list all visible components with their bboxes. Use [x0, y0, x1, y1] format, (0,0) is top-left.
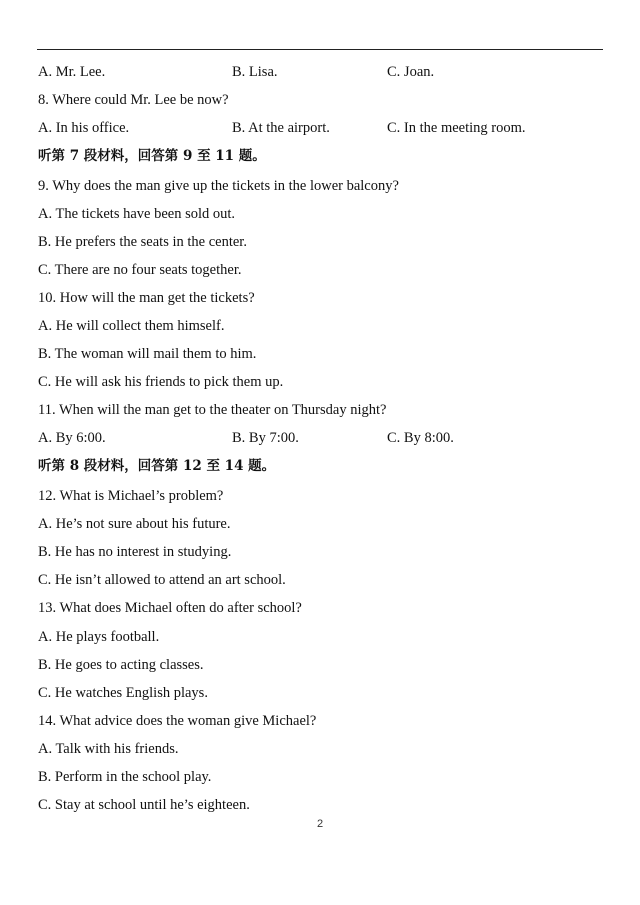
q10-option-c: C. He will ask his friends to pick them up. [38, 374, 284, 390]
page-number: 2 [316, 818, 324, 830]
q12-option-b: B. He has no interest in studying. [38, 544, 232, 560]
option-b: B. At the airport. [232, 120, 330, 136]
question-14: 14. What advice does the woman give Michael? [38, 713, 317, 729]
q9-option-b: B. He prefers the seats in the center. [38, 234, 247, 250]
option-b: B. Lisa. [232, 64, 278, 80]
q12-option-a: A. He’s not sure about his future. [38, 516, 231, 532]
q14-option-c: C. Stay at school until he’s eighteen. [38, 797, 250, 813]
question-9: 9. Why does the man give up the tickets in the lower balcony? [38, 178, 399, 194]
q9-option-c: C. There are no four seats together. [38, 262, 242, 278]
section-heading-7: 听第 7 段材料，回答第 9 至 11 题。 [38, 148, 266, 164]
question-13: 13. What does Michael often do after school? [38, 600, 302, 616]
option-b: B. By 7:00. [232, 430, 299, 446]
option-a: A. By 6:00. [38, 430, 106, 446]
option-c: C. By 8:00. [387, 430, 454, 446]
q12-option-c: C. He isn’t allowed to attend an art school. [38, 572, 286, 588]
option-c: C. In the meeting room. [387, 120, 526, 136]
option-c: C. Joan. [387, 64, 435, 80]
q10-option-b: B. The woman will mail them to him. [38, 346, 257, 362]
question-8: 8. Where could Mr. Lee be now? [38, 92, 229, 108]
q13-option-b: B. He goes to acting classes. [38, 657, 204, 673]
question-10: 10. How will the man get the tickets? [38, 290, 255, 306]
q10-option-a: A. He will collect them himself. [38, 318, 225, 334]
q13-option-a: A. He plays football. [38, 629, 160, 645]
q14-option-a: A. Talk with his friends. [38, 741, 179, 757]
section-heading-8: 听第 8 段材料，回答第 12 至 14 题。 [38, 458, 276, 474]
option-a: A. Mr. Lee. [38, 64, 106, 80]
question-12: 12. What is Michael’s problem? [38, 488, 224, 504]
q14-option-b: B. Perform in the school play. [38, 769, 212, 785]
header-rule [37, 49, 603, 50]
question-11: 11. When will the man get to the theater on Thursday night? [38, 402, 387, 418]
option-a: A. In his office. [38, 120, 130, 136]
q13-option-c: C. He watches English plays. [38, 685, 208, 701]
q9-option-a: A. The tickets have been sold out. [38, 206, 236, 222]
